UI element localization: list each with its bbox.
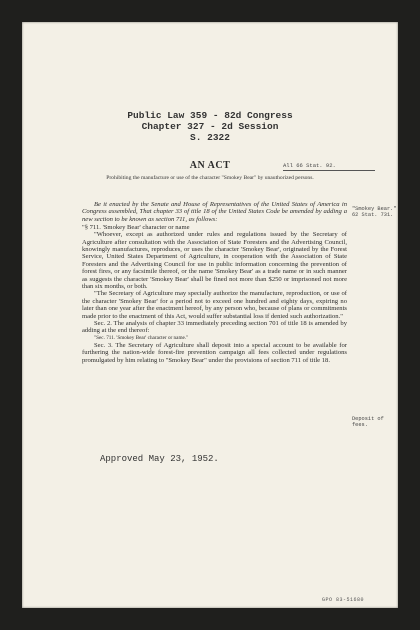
margin-note-deposit: Deposit of fees. [352, 416, 384, 429]
act-body [82, 201, 347, 364]
gpo-number: GPO 83-51680 [322, 597, 365, 603]
act-purpose: Prohibiting the manufacture or use of the character "Smokey Bear" by unauthorized persons. [106, 175, 314, 181]
document-page [22, 22, 398, 608]
section-711-paragraph-2: "The Secretary of Agriculture may specially authorize the manufacture, reproduction, or use of the character 'Smokey Bear' for a period not to exceed one hundred and eighty days, expiring no later than one year after the enactment hereof, by any person who, because of plans or commitments made prior to the enactment of this Act, would suffer substantial loss if denied such authorization." [82, 290, 347, 320]
bill-number: S. 2322 [190, 132, 230, 143]
act-title: AN ACT [189, 160, 231, 171]
margin-note-smokey: "Smokey Bear." 62 Stat. 731. [352, 206, 397, 219]
section-2: Sec. 2. The analysis of chapter 33 immediately preceding section 701 of title 18 is amended by adding at the end thereof: [82, 320, 347, 335]
section-2-quote: "Sec. 711. 'Smokey Bear' character or name." [94, 334, 189, 341]
chapter-line: Chapter 327 - 2d Session [141, 121, 279, 132]
public-law-line: Public Law 359 - 82d Congress [127, 110, 293, 121]
section-heading: "§ 711. 'Smokey Bear' character or name [82, 223, 190, 231]
enacting-clause: Be it enacted by the Senate and House of Representatives of the United States of America in Congress assembled, That chapter 33 of title 18 of the United States Code be amended by adding a new section to be known as section 711, as follows: [82, 201, 347, 223]
law-header [22, 110, 398, 143]
approval-date: Approved May 23, 1952. [100, 454, 219, 464]
stat-reference: All 66 Stat. 92. [283, 162, 375, 171]
section-3: Sec. 3. The Secretary of Agriculture shall deposit into a special account to be available for furthering the nation-wide forest-fire prevention campaign all fees collected under regulations promulgated by him relating to "Smokey Bear" under the provisions of section 711 of title 18. [82, 341, 347, 364]
section-711-paragraph-1: "Whoever, except as authorized under rules and regulations issued by the Secretary of Agriculture after consultation with the Association of State Foresters and the Advertising Council, knowingly manufactures, reproduces, or uses the character 'Smokey Bear', originated by the Forest Service, United States Department of Agriculture, in cooperation with the Association of State Foresters and the Advertising Council for use in public information concerning the prevention of forest fires, or any facsimile thereof, or the name 'Smokey Bear' as a trade name or in such manner as suggests the character 'Smokey Bear' shall be fined not more than $250 or imprisoned not more than six months, or both. [82, 231, 347, 290]
